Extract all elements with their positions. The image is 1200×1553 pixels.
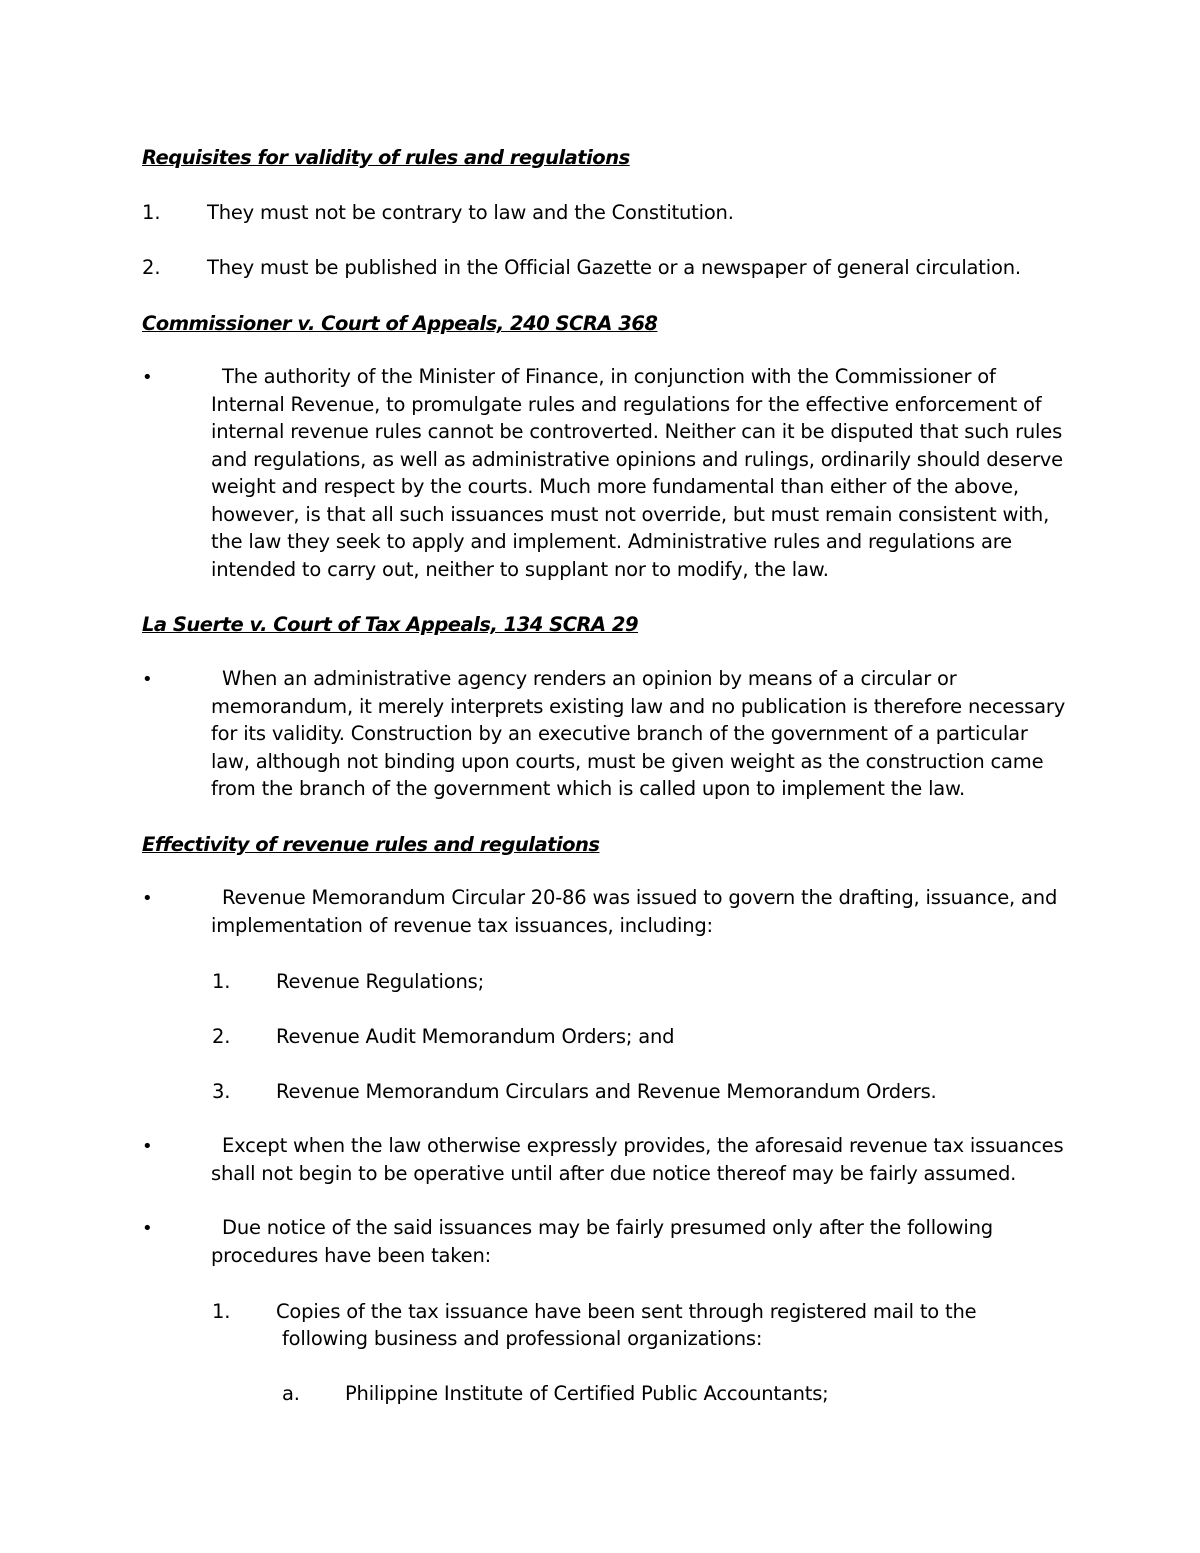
bullet-marker: • [142,1218,153,1239]
sublist-item-text: Philippine Institute of Certified Public Accountants; [345,1382,829,1405]
list-item-text: Copies of the tax issuance have been sent through registered mail to the [276,1300,977,1323]
list-item-text: Revenue Regulations; [276,970,484,993]
section-heading-commissioner: Commissioner v. Court of Appeals, 240 SCRA 368 [142,312,658,335]
effectivity-paragraph-1: Revenue Memorandum Circular 20-86 was issued to govern the drafting, issuance, and implementation of revenue tax issuances, including: [211,886,1058,937]
list-number: 1. [212,1300,231,1323]
list-number: 3. [212,1080,231,1103]
list-item-text: They must not be contrary to law and the Constitution. [207,201,734,224]
la-suerte-paragraph: When an administrative agency renders an opinion by means of a circular or memorandum, it merely interprets existing law and no publication is therefore necessary for its validity. Construction by an executive branch of the government of a particular law, although not binding upon courts, must be given weight as the construction came from the branch of the government which is called upon to implement the law. [211,667,1066,800]
bullet-marker: • [142,367,153,388]
list-number: 1. [142,201,161,224]
bullet-marker: • [142,888,153,909]
list-item-text: They must be published in the Official Gazette or a newspaper of general circulation. [207,256,1021,279]
list-item-text-continuation: following business and professional organizations: [282,1327,763,1350]
section-heading-effectivity: Effectivity of revenue rules and regulations [142,833,600,856]
bullet-marker: • [142,1136,153,1157]
section-heading-requisites: Requisites for validity of rules and regulations [142,146,630,169]
list-item-text: Revenue Memorandum Circulars and Revenue Memorandum Orders. [276,1080,937,1103]
list-number: 2. [142,256,161,279]
commissioner-paragraph: The authority of the Minister of Finance, in conjunction with the Commissioner of Internal Revenue, to promulgate rules and regulations for the effective enforcement of internal revenue rules cannot be controverted. Neither can it be disputed that such rules and regulations, as well as administrative opinions and rulings, ordinarily should deserve weight and respect by the courts. Much more fundamental than either of the above, however, is that all such issuances must not override, but must remain consistent with, the law they seek to apply and implement. Administrative rules and regulations are intended to carry out, neither to supplant nor to modify, the law. [211,365,1063,581]
bullet-marker: • [142,669,153,690]
effectivity-paragraph-3: Due notice of the said issuances may be fairly presumed only after the following procedures have been taken: [211,1216,993,1267]
list-item-text: Revenue Audit Memorandum Orders; and [276,1025,675,1048]
sublist-letter: a. [282,1382,300,1405]
list-number: 2. [212,1025,231,1048]
section-heading-la-suerte: La Suerte v. Court of Tax Appeals, 134 SCRA 29 [142,613,639,636]
effectivity-paragraph-2: Except when the law otherwise expressly provides, the aforesaid revenue tax issuances shall not begin to be operative until after due notice thereof may be fairly assumed. [211,1134,1064,1185]
list-number: 1. [212,970,231,993]
